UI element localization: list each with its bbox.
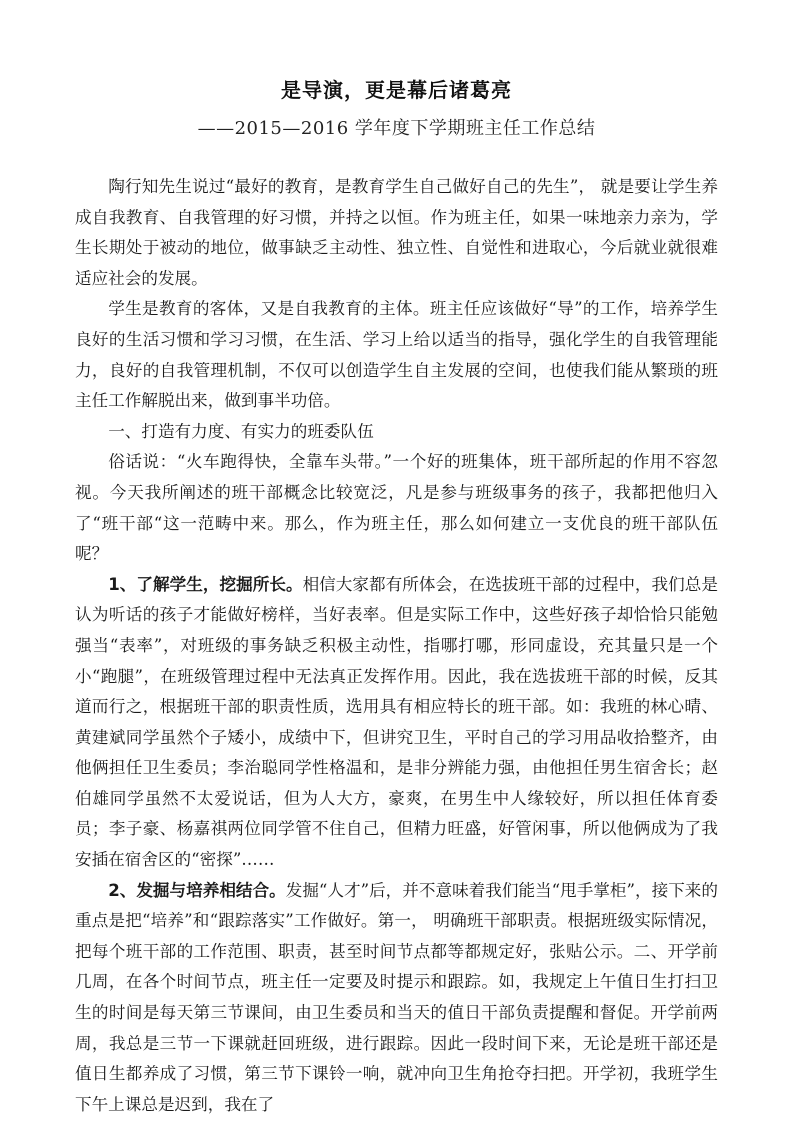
paragraph-text: 相信大家都有所体会，在选拔班干部的过程中，我们总是认为听话的孩子才能做好榜样，当好表率。但是实际工作中，这些好孩子却恰恰只能勉强当“表率”，对班级的事务缺乏积极主动性，指哪打哪，形同虚设，充其量只是一个小“跑腿”，在班级管理过程中无法真正发挥作用。因此，我在选拔班干部的时候，反其道而行之，根据班干部的职责性质，选用具有相应特长的班干部。如：我班的林心晴、黄建斌同学虽然个子矮小，成绩中下，但讲究卫生，平时自己的学习用品收拾整齐，由他俩担任卫生委员；李治聪同学性格温和，是非分辨能力强，由他担任男生宿舍长；赵伯雄同学虽然不太爱说话，但为人大方，豪爽，在男生中人缘较好，所以担任体育委员；李子豪、杨嘉祺两位同学管不住自己，但精力旺盛，好管闲事，所以他俩成为了我安插在宿舍区的“密探”…… bbox=[75, 574, 718, 870]
paragraph-point-2 bbox=[75, 876, 718, 1121]
paragraph-text: 俗话说：“火车跑得快，全靠车头带。”一个好的班集体，班干部所起的作用不容忽视。今天我所阐述的班干部概念比较宽泛，凡是参与班级事务的孩子，我都把他归入了“班干部“这一范畴中来。那么，作为班主任，那么如何建立一支优良的班干部队伍呢？ bbox=[75, 452, 718, 564]
paragraph-text: 学生是教育的客体，又是自我教育的主体。班主任应该做好“导”的工作，培养学生良好的生活习惯和学习习惯，在生活、学习上给以适当的指导，强化学生的自我管理能力，良好的自我管理机制，不仅可以创造学生自主发展的空间，也使我们能从繁琐的班主任工作解脱出来，做到事半功倍。 bbox=[75, 299, 718, 411]
section-heading-1 bbox=[75, 417, 718, 448]
section-heading-text: 一、打造有力度、有实力的班委队伍 bbox=[108, 421, 374, 441]
point-heading: 2、发掘与培养相结合。 bbox=[108, 880, 286, 900]
document-title: 是导演，更是幕后诸葛亮 bbox=[281, 78, 512, 102]
document-body bbox=[75, 172, 718, 1120]
paragraph-proverb bbox=[75, 447, 718, 569]
paragraph-text: 发掘“人才”后，并不意味着我们能当“甩手掌柜”，接下来的重点是把“培养”和“跟踪落实”工作做好。第一， 明确班干部职责。根据班级实际情况，把每个班干部的工作范围、职责，甚至时间节点都等都规定好，张贴公示。二、开学前几周，在各个时间节点，班主任一定要及时提示和跟踪。如，我规定上午值日生打扫卫生的时间是每天第三节课间，由卫生委员和当天的值日干部负责提醒和督促。开学前两周，我总是三节一下课就赶回班级，进行跟踪。因此一段时间下来，无论是班干部还是值日生都养成了习惯，第三节下课铃一响，就冲向卫生角抢夺扫把。开学初，我班学生下午上课总是迟到，我在了 bbox=[75, 880, 719, 1114]
point-heading: 1、了解学生，挖掘所长。 bbox=[108, 574, 303, 594]
paragraph-text: 陶行知先生说过“最好的教育，是教育学生自己做好自己的先生”， 就是要让学生养成自我教育、自我管理的好习惯，并持之以恒。作为班主任，如果一味地亲力亲为，学生长期处于被动的地位，做事缺乏主动性、独立性、自觉性和进取心，今后就业就很难适应社会的发展。 bbox=[75, 177, 718, 288]
paragraph-intro bbox=[75, 172, 718, 294]
document-subtitle: ——2015—2016 学年度下学期班主任工作总结 bbox=[197, 118, 596, 139]
paragraph-point-1 bbox=[75, 570, 718, 876]
paragraph-student-subject bbox=[75, 294, 718, 416]
